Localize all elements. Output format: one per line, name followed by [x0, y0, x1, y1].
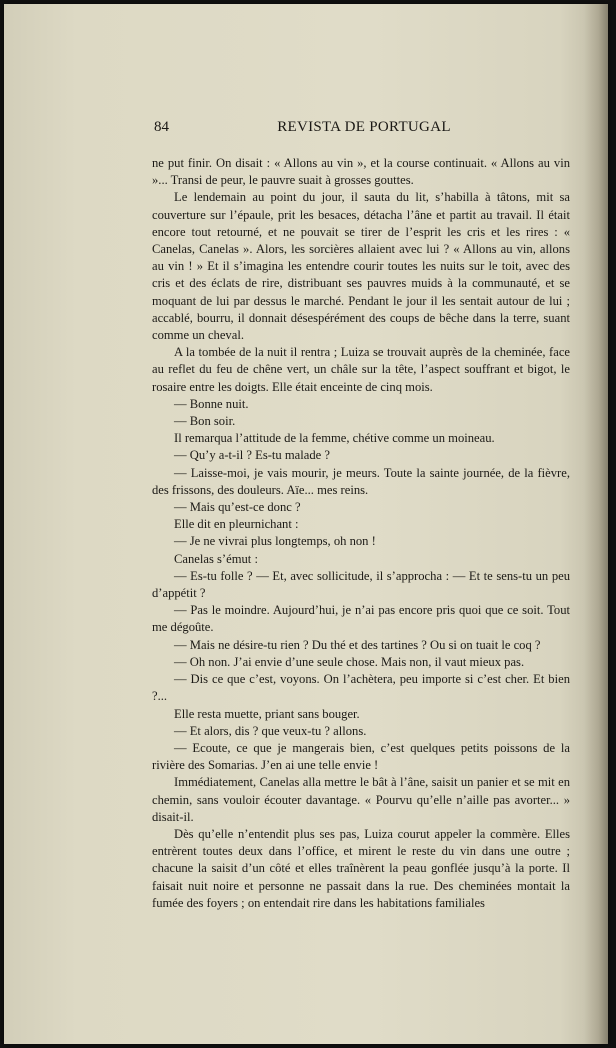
- paragraph: — Oh non. J’ai envie d’une seule chose. Mais non, il vaut mieux pas.: [174, 654, 525, 669]
- paragraph: — Dis ce que c’est, voyons. On l’achètera, peu importe si c’est cher. Et bien ?...: [152, 672, 570, 704]
- paragraph: Elle dit en pleurnichant :: [174, 517, 299, 532]
- paragraph: Dès qu’elle n’entendit plus ses pas, Luiza courut appeler la commère. Elles entrèrent toutes deux dans l’office, et mirent le reste du vin dans une outre ; chacune la saisit d’un côté et elles traînèrent la peau gonflée jusqu’à la porte. Il faisait nuit noire et personne ne passait dans la rue. Des cheminées montait la fumée des foyers ; on entendait rire dans les habitations familiales: [152, 826, 570, 910]
- paragraph: — Mais qu’est-ce donc ?: [174, 500, 301, 515]
- paragraph: — Laisse-moi, je vais mourir, je meurs. Toute la sainte journée, de la fièvre, des frissons, des douleurs. Aïe... mes reins.: [152, 465, 570, 497]
- paragraph: — Je ne vivrai plus longtemps, oh non !: [174, 534, 376, 549]
- paragraph: — Qu’y a-t-il ? Es-tu malade ?: [174, 448, 330, 463]
- paragraph: — Bon soir.: [174, 414, 236, 429]
- paragraph: Le lendemain au point du jour, il sauta du lit, s’habilla à tâtons, mit sa couverture sur l’épaule, prit les besaces, détacha l’âne et partit au travail. Il était encore tout retourné, et ne pouvait se tirer de l’esprit les cris et les rires : « Canelas, Canelas ». Alors, les sorcières allaient avec lui ? « Allons au vin, allons au vin ! » Et il s’imagina les entendre courir toutes les nuits sur le toit, avec des cris et des éclats de rire, distribuant ses pauvres muids à la communauté, et se moquant de lui par dessus le marché. Pendant le jour il les sentait autour de lui ; accablé, bourru, il donnait désespérément des coups de bêche dans la terre, suant comme un cheval.: [152, 190, 570, 343]
- paragraph: A la tombée de la nuit il rentra ; Luiza se trouvait auprès de la cheminée, face au reflet du feu de chêne vert, un châle sur la tête, l’aspect souffrant et bigot, le rosaire entre les doigts. Elle était enceinte de cinq mois.: [152, 345, 570, 394]
- paragraph: ne put finir. On disait : « Allons au vin », et la course continuait. « Allons au vin »... Transi de peur, le pauvre suait à grosses gouttes.: [152, 156, 570, 188]
- page-gutter-shadow: [584, 4, 608, 1044]
- running-title: REVISTA DE PORTUGAL: [277, 119, 451, 135]
- paragraph: — Pas le moindre. Aujourd’hui, je n’ai pas encore pris quoi que ce soit. Tout me dégoûte.: [152, 603, 570, 635]
- paragraph: — Ecoute, ce que je mangerais bien, c’est quelques petits poissons de la rivière des Somarias. J’en ai une telle envie !: [152, 740, 570, 773]
- paragraph: — Et alors, dis ? que veux-tu ? allons.: [174, 723, 367, 738]
- paragraph: — Es-tu folle ? — Et, avec sollicitude, il s’approcha : — Et te sens-tu un peu d’appétit ?: [152, 568, 570, 601]
- paragraph: — Mais ne désire-tu rien ? Du thé et des tartines ? Ou si on tuait le coq ?: [174, 637, 541, 652]
- page-header: [154, 119, 574, 141]
- paragraph: — Bonne nuit.: [174, 396, 249, 411]
- paragraph: Immédiatement, Canelas alla mettre le bât à l’âne, saisit un panier et se mit en chemin, sans vouloir écouter davantage. « Pourvu qu’elle n’aille pas avorter... » disait-il.: [152, 775, 570, 824]
- body-text: [152, 155, 570, 912]
- paragraph: Elle resta muette, priant sans bouger.: [174, 706, 360, 721]
- paragraph: Canelas s’émut :: [174, 551, 258, 566]
- paragraph: Il remarqua l’attitude de la femme, chétive comme un moineau.: [174, 431, 495, 446]
- page-number: 84: [154, 119, 169, 135]
